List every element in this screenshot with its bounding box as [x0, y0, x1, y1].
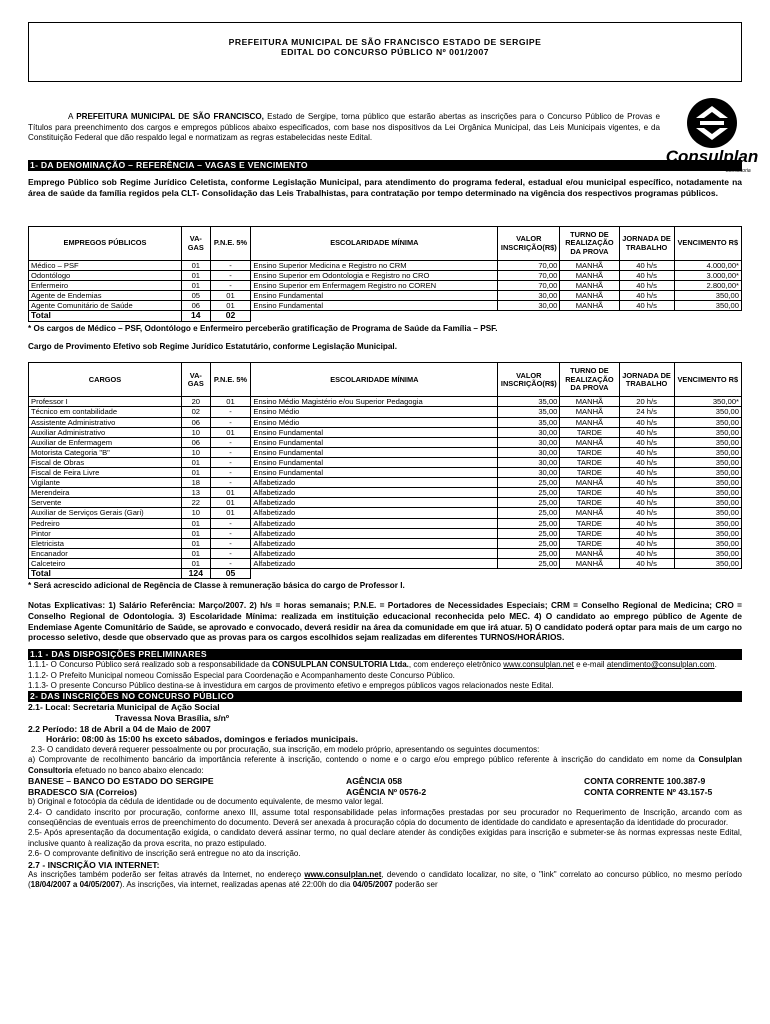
emprego-cell: 350,00	[674, 301, 741, 311]
emprego-cell: 01	[182, 281, 211, 291]
table-spacer	[251, 568, 742, 578]
cargo-cell: -	[210, 558, 251, 568]
cargo-cell: MANHÃ	[560, 437, 619, 447]
cargo-cell: Ensino Médio Magistério e/ou Superior Pedagogia	[251, 397, 498, 407]
cargo-cell: 40 h/s	[619, 518, 674, 528]
cargo-cell: 01	[182, 538, 211, 548]
cargo-cell: TARDE	[560, 518, 619, 528]
cargo-cell: 40 h/s	[619, 437, 674, 447]
header-cell: VENCIMENTO R$	[674, 227, 741, 261]
cargo-row	[29, 518, 742, 528]
section-1-title: 1- DA DENOMINAÇÃO – REFERÊNCIA – VAGAS E VENCIMENTO	[28, 160, 742, 171]
header-line-1: PREFEITURA MUNICIPAL DE SÃO FRANCISCO ESTADO DE SERGIPE	[228, 37, 542, 47]
cargo-cell: 40 h/s	[619, 538, 674, 548]
inscricao-2-6: 2.6- O comprovante definitivo de inscrição será entregue no ato da inscrição.	[28, 849, 301, 859]
cargo-cell: 10	[182, 427, 211, 437]
inscricao-2-7	[28, 870, 742, 891]
cargo-cell: 20 h/s	[619, 397, 674, 407]
cargo-cell: -	[210, 417, 251, 427]
header-cell: VALOR INSCRIÇÃO(R$)	[498, 227, 560, 261]
cargo-row	[29, 558, 742, 568]
emprego-cell: 30,00	[498, 291, 560, 301]
note-professor: * Será acrescido adicional de Regência de Classe à remuneração básica do cargo de Professor I.	[28, 581, 405, 591]
header-cell: VA-GAS	[182, 227, 211, 261]
cargo-row	[29, 407, 742, 417]
cargo-cell: -	[210, 457, 251, 467]
cargo-cell: 01	[182, 518, 211, 528]
cargo-cell: 40 h/s	[619, 558, 674, 568]
emprego-total-cell: 14	[182, 311, 211, 321]
table-spacer	[251, 311, 742, 321]
section-1-1-title: 1.1 - DAS DISPOSIÇÕES PRELIMINARES	[28, 649, 742, 660]
cargo-cell: -	[210, 518, 251, 528]
cargo-cell: Ensino Fundamental	[251, 468, 498, 478]
cargo-cell: 30,00	[498, 427, 560, 437]
cargo-cell: 350,00	[674, 407, 741, 417]
header-line-2: EDITAL DO CONCURSO PÚBLICO Nº 001/2007	[280, 47, 490, 58]
header-cell: VALOR INSCRIÇÃO(R$)	[498, 363, 560, 397]
provimento-label: Cargo de Provimento Efetivo sob Regime Jurídico Estatutário, conforme Legislação Municipal.	[28, 341, 397, 351]
cargo-cell: Ensino Fundamental	[251, 447, 498, 457]
emprego-cell: MANHÃ	[560, 301, 619, 311]
cargo-cell: 25,00	[498, 478, 560, 488]
cargo-cell: Calceteiro	[29, 558, 182, 568]
inscricao-2-5: 2.5- Após apresentação da documentação exigida, o candidato deverá assinar termo, no qual declare atender às condições exigidas para inscrição e submeter-se às normas expressas neste Edital, inclusive quanto à realização da prova escrita, no prazo estipulado.	[28, 828, 742, 848]
cargo-row	[29, 508, 742, 518]
header-cell: TURNO DE REALIZAÇÃO DA PROVA	[560, 227, 619, 261]
cargo-cell: Alfabetizado	[251, 478, 498, 488]
cargo-cell: 10	[182, 508, 211, 518]
cargo-cell: MANHÃ	[560, 417, 619, 427]
inscricao-2-3: 2.3- O candidato deverá requerer pessoalmente ou por procuração, sua inscrição, em modelo próprio, apresentando os seguintes documentos:	[31, 744, 540, 754]
emprego-cell: Odontólogo	[29, 271, 182, 281]
horario-line: Horário: 08:00 às 15:00 hs exceto sábados, domingos e feriados municipais.	[46, 734, 358, 745]
cargo-row	[29, 437, 742, 447]
cargo-cell: 01	[182, 468, 211, 478]
emprego-cell: 4.000,00*	[674, 261, 741, 271]
cargo-cell: MANHÃ	[560, 397, 619, 407]
cargo-cell: Pedreiro	[29, 518, 182, 528]
cargo-cell: Alfabetizado	[251, 498, 498, 508]
cargo-cell: 35,00	[498, 417, 560, 427]
local-value-1: Secretaria Municipal de Ação Social	[72, 702, 220, 713]
cargo-cell: Alfabetizado	[251, 538, 498, 548]
cargo-row	[29, 538, 742, 548]
empregos-body	[29, 261, 742, 322]
cargo-cell: 350,00	[674, 548, 741, 558]
cargo-row	[29, 488, 742, 498]
emprego-cell: 30,00	[498, 301, 560, 311]
emprego-cell: 05	[182, 291, 211, 301]
header-cell: ESCOLARIDADE MÍNIMA	[251, 227, 498, 261]
emprego-total-cell: Total	[29, 311, 182, 321]
emprego-cell: Ensino Superior em Odontologia e Registro no CRO	[251, 271, 498, 281]
cargo-cell: TARDE	[560, 488, 619, 498]
cargo-cell: 35,00	[498, 397, 560, 407]
cargos-header-row	[29, 363, 742, 397]
cargo-cell: -	[210, 538, 251, 548]
emprego-cell: 3.000,00*	[674, 271, 741, 281]
cargo-cell: 01	[182, 457, 211, 467]
cargo-cell: Ensino Médio	[251, 417, 498, 427]
cargo-cell: TARDE	[560, 457, 619, 467]
cargo-cell: 01	[182, 528, 211, 538]
consulplan-site-link-2[interactable]: www.consulplan.net	[304, 870, 382, 880]
cargo-cell: 350,00	[674, 468, 741, 478]
bank-account: CONTA CORRENTE Nº 43.157-5	[584, 786, 713, 797]
cargo-cell: 01	[182, 558, 211, 568]
cargo-cell: Merendeira	[29, 488, 182, 498]
emprego-cell: 01	[182, 271, 211, 281]
cargo-row	[29, 427, 742, 437]
cargo-cell: Vigilante	[29, 478, 182, 488]
emprego-row	[29, 261, 742, 271]
intro-prefix: A	[68, 112, 77, 121]
emprego-cell: MANHÃ	[560, 291, 619, 301]
inscricao-text: ). As inscrições, via internet, realizadas apenas até 22:00h do dia	[119, 880, 353, 890]
cargo-cell: 01	[210, 498, 251, 508]
cargo-cell: Encanador	[29, 548, 182, 558]
section-2-title: 2- DAS INSCRIÇÕES NO CONCURSO PÚBLICO	[28, 691, 742, 702]
cargo-cell: -	[210, 407, 251, 417]
cargo-total-cell: 124	[182, 568, 211, 578]
cargo-cell: Alfabetizado	[251, 558, 498, 568]
consulplan-email-link[interactable]: atendimento@consulplan.com	[606, 659, 715, 669]
local-line	[28, 702, 742, 713]
bank-name: BANESE – BANCO DO ESTADO DO SERGIPE	[28, 776, 214, 787]
consulplan-site-link[interactable]: www.consulplan.net	[503, 659, 574, 669]
disp-text: .	[714, 659, 717, 669]
cargo-cell: 40 h/s	[619, 498, 674, 508]
disp-text: e e-mail	[573, 659, 607, 669]
cargo-cell: Ensino Fundamental	[251, 457, 498, 467]
cargo-cell: 30,00	[498, 457, 560, 467]
emprego-cell: Ensino Superior em Enfermagem Registro no COREN	[251, 281, 498, 291]
disp-1-1-1	[28, 660, 742, 671]
logo-name: Consulplan	[666, 147, 758, 166]
cargo-cell: 18	[182, 478, 211, 488]
emprego-cell: -	[210, 281, 251, 291]
cargos-body	[29, 397, 742, 579]
emprego-cell: 40 h/s	[619, 261, 674, 271]
bank-account: CONTA CORRENTE 100.387-9	[584, 776, 706, 787]
cargo-cell: Técnico em contabilidade	[29, 407, 182, 417]
cargo-cell: 350,00	[674, 478, 741, 488]
bank-name: BRADESCO S/A (Correios)	[28, 786, 138, 797]
intro-paragraph	[28, 112, 660, 144]
cargo-cell: 25,00	[498, 558, 560, 568]
cargo-cell: 350,00	[674, 457, 741, 467]
cargo-cell: 40 h/s	[619, 447, 674, 457]
inscricao-text: a) Comprovante de recolhimento bancário da importância referente à inscrição, contendo o nome e o cargo e/ou emprego público referente à inscrição do candidato em nome da	[28, 755, 699, 765]
emprego-cell: 350,00	[674, 291, 741, 301]
cargo-cell: -	[210, 437, 251, 447]
cargo-cell: -	[210, 468, 251, 478]
cargo-cell: 350,00	[674, 528, 741, 538]
edital-header-box	[28, 22, 742, 82]
header-cell: P.N.E. 5%	[210, 227, 251, 261]
disp-1-1-3: 1.1.3- O presente Concurso Público destina-se à investidura em cargos de provimento efetivo e empregos públicos vagos relacionados neste Edital.	[28, 681, 554, 691]
emprego-cell: 2.800,00*	[674, 281, 741, 291]
cargo-cell: Alfabetizado	[251, 528, 498, 538]
cargo-cell: Fiscal de Feira Livre	[29, 468, 182, 478]
emprego-cell: MANHÃ	[560, 281, 619, 291]
cargo-row	[29, 478, 742, 488]
cargo-cell: MANHÃ	[560, 548, 619, 558]
cargo-cell: 30,00	[498, 447, 560, 457]
cargo-cell: 25,00	[498, 548, 560, 558]
cargo-total-cell: Total	[29, 568, 182, 578]
cargo-row	[29, 528, 742, 538]
bank-agency: AGÊNCIA 058	[346, 776, 403, 787]
cargo-cell: Alfabetizado	[251, 548, 498, 558]
cargo-cell: Assistente Administrativo	[29, 417, 182, 427]
emprego-cell: 40 h/s	[619, 281, 674, 291]
inscricao-period: 18/04/2007 a 04/05/2007	[30, 880, 120, 890]
emprego-cell: 40 h/s	[619, 291, 674, 301]
disp-text: , com endereço eletrônico	[408, 659, 504, 669]
cargo-cell: TARDE	[560, 447, 619, 457]
intro-bold: PREFEITURA MUNICIPAL DE SÃO FRANCISCO,	[76, 112, 264, 121]
inscricao-2-3-a	[28, 755, 742, 776]
bank-banese-row	[28, 776, 742, 787]
cargo-total-cell: 05	[210, 568, 251, 578]
header-cell: CARGOS	[29, 363, 182, 397]
cargo-cell: 40 h/s	[619, 457, 674, 467]
cargo-cell: Eletricista	[29, 538, 182, 548]
emprego-cell: Ensino Fundamental	[251, 301, 498, 311]
cargo-cell: 350,00	[674, 488, 741, 498]
cargo-cell: 350,00	[674, 427, 741, 437]
cargo-cell: Ensino Fundamental	[251, 427, 498, 437]
inscricao-deadline: 04/05/2007	[352, 880, 393, 890]
cargo-cell: 35,00	[498, 407, 560, 417]
inscricao-text: poderão ser	[392, 880, 438, 890]
cargo-cell: Auxiliar de Serviços Gerais (Gari)	[29, 508, 182, 518]
cargo-cell: 40 h/s	[619, 528, 674, 538]
cargo-cell: 30,00	[498, 468, 560, 478]
consulplan-consultoria: Consulplan Consultoria	[28, 755, 742, 775]
cargo-cell: MANHÃ	[560, 558, 619, 568]
cargo-cell: Alfabetizado	[251, 508, 498, 518]
cargo-cell: 40 h/s	[619, 548, 674, 558]
cargo-cell: TARDE	[560, 538, 619, 548]
cargo-cell: Auxiliar de Enfermagem	[29, 437, 182, 447]
consulplan-name: CONSULPLAN CONSULTORIA Ltda.	[272, 659, 409, 669]
emprego-cell: 01	[210, 301, 251, 311]
bank-bradesco-row	[28, 787, 742, 798]
cargo-cell: Ensino Fundamental	[251, 437, 498, 447]
cargo-row	[29, 397, 742, 407]
emprego-cell: 70,00	[498, 281, 560, 291]
empregos-table	[28, 226, 742, 322]
cargo-cell: 01	[182, 548, 211, 558]
cargo-cell: 25,00	[498, 508, 560, 518]
inscricao-2-7-title: 2.7 - INSCRIÇÃO VIA INTERNET:	[28, 859, 160, 870]
notas-explicativas: Notas Explicativas: 1) Salário Referência: Março/2007. 2) h/s = horas semanais; P.N.E. = Portadores de Necessidades Especiais; CRM = Conselho Regional de Medicina; CRO = Conselho Regional de Odontologia. 3) Escolaridade Mínima: realizada em instituição educacional reconhecida pelo MEC. 4) O candidato ao emprego público de Agente de Endemiase Agente Comunitário de Saúde, se aprovado e convocado, deverá residir na área da comunidade em que irá atuar. 5) O candidato poderá optar para mais de um cargo no processo seletivo, desde que observado que as provas para os cargos escolhidos sejam realizadas em diferentes TURNOS/HORÁRIOS.	[28, 600, 742, 643]
cargo-cell: 40 h/s	[619, 508, 674, 518]
local-label: 2.1- Local:	[28, 702, 71, 713]
cargo-cell: 25,00	[498, 538, 560, 548]
cargo-cell: Alfabetizado	[251, 488, 498, 498]
emprego-cell: 06	[182, 301, 211, 311]
emprego-cell: 40 h/s	[619, 301, 674, 311]
emprego-row	[29, 301, 742, 311]
cargo-cell: 40 h/s	[619, 417, 674, 427]
cargo-cell: 25,00	[498, 528, 560, 538]
cargo-cell: 350,00	[674, 498, 741, 508]
inscricao-text: As inscrições também poderão ser feitas através da Internet, no endereço	[28, 870, 305, 880]
cargo-row	[29, 417, 742, 427]
emprego-cell: Enfermeiro	[29, 281, 182, 291]
cargo-cell: 13	[182, 488, 211, 498]
emprego-cell: -	[210, 271, 251, 281]
emprego-row	[29, 291, 742, 301]
emprego-cell: 40 h/s	[619, 271, 674, 281]
cargo-cell: 25,00	[498, 498, 560, 508]
section-1-paragraph: Emprego Público sob Regime Jurídico Celetista, conforme Legislação Municipal, para atendimento do programa federal, estadual e/ou municipal específico, notadamente na área de saúde da família regidos pela CLT- Consolidação das Leis Trabalhistas, para contratação por tempo determinado na vigência dos respectivos programas públicos.	[28, 177, 742, 198]
note-psf: * Os cargos de Médico – PSF, Odontólogo e Enfermeiro perceberão gratificação de Programa de Saúde da Família – PSF.	[28, 323, 498, 333]
cargo-cell: 22	[182, 498, 211, 508]
cargo-cell: Motorista Categoria "B"	[29, 447, 182, 457]
cargo-cell: 01	[210, 488, 251, 498]
cargo-cell: 40 h/s	[619, 427, 674, 437]
cargo-cell: MANHÃ	[560, 407, 619, 417]
header-cell: TURNO DE REALIZAÇÃO DA PROVA	[560, 363, 619, 397]
cargo-cell: 350,00	[674, 447, 741, 457]
cargo-cell: Pintor	[29, 528, 182, 538]
cargo-cell: -	[210, 447, 251, 457]
cargo-cell: MANHÃ	[560, 478, 619, 488]
cargo-cell: 06	[182, 417, 211, 427]
header-cell: VENCIMENTO R$	[674, 363, 741, 397]
cargo-cell: 25,00	[498, 488, 560, 498]
emprego-cell: Ensino Fundamental	[251, 291, 498, 301]
cargo-cell: 40 h/s	[619, 478, 674, 488]
cargo-cell: 350,00	[674, 518, 741, 528]
cargo-cell: 24 h/s	[619, 407, 674, 417]
cargo-cell: 350,00*	[674, 397, 741, 407]
emprego-cell: MANHÃ	[560, 271, 619, 281]
inscricao-2-3-b: b) Original e fotocópia da cédula de identidade ou de documento equivalente, de mesmo valor legal.	[28, 797, 384, 807]
cargo-cell: TARDE	[560, 528, 619, 538]
bank-agency: AGÊNCIA Nº 0576-2	[346, 786, 427, 797]
local-value-2: Travessa Nova Brasília, s/nº	[115, 713, 229, 724]
cargo-cell: Ensino Médio	[251, 407, 498, 417]
cargo-row	[29, 457, 742, 467]
cargo-cell: -	[210, 548, 251, 558]
inscricao-2-4: 2.4- O candidato inscrito por procuração, conforme anexo III, assume total responsabilidade pelas informações prestadas por seu procurador no Requerimento de Inscrição, arcando com as conseqüências de eventuais erros de preenchimento do documento. Deverá ser anexada à procuração cópia do documento de identidade do candidato e apresentação da identidade do procurador.	[28, 807, 742, 828]
periodo-line: 2.2 Período: 18 de Abril a 04 de Maio de 2007	[28, 723, 211, 734]
cargo-cell: 06	[182, 437, 211, 447]
emprego-cell: 70,00	[498, 271, 560, 281]
header-cell: P.N.E. 5%	[210, 363, 251, 397]
cargo-row	[29, 548, 742, 558]
cargo-cell: 40 h/s	[619, 468, 674, 478]
cargo-cell: TARDE	[560, 498, 619, 508]
cargo-cell: 01	[210, 427, 251, 437]
cargo-total-row	[29, 568, 742, 578]
cargo-cell: Professor I	[29, 397, 182, 407]
cargo-cell: 350,00	[674, 437, 741, 447]
cargo-cell: 350,00	[674, 508, 741, 518]
emprego-cell: 70,00	[498, 261, 560, 271]
logo-sub: Consultoria	[725, 168, 751, 174]
inscricao-text: efetuado no banco abaixo elencado:	[72, 765, 204, 775]
emprego-cell: Médico – PSF	[29, 261, 182, 271]
emprego-cell: Agente de Endemias	[29, 291, 182, 301]
cargo-cell: 30,00	[498, 437, 560, 447]
cargo-cell: TARDE	[560, 427, 619, 437]
header-cell: EMPREGOS PÚBLICOS	[29, 227, 182, 261]
consulplan-logo-icon	[666, 96, 758, 176]
emprego-total-row	[29, 311, 742, 321]
cargo-cell: -	[210, 478, 251, 488]
cargo-cell: Fiscal de Obras	[29, 457, 182, 467]
emprego-row	[29, 281, 742, 291]
document-page	[28, 22, 758, 891]
emprego-total-cell: 02	[210, 311, 251, 321]
disp-1-1-2: 1.1.2- O Prefeito Municipal nomeou Comissão Especial para Coordenação e Acompanhamento deste Concurso Público.	[28, 670, 455, 680]
cargo-cell: 02	[182, 407, 211, 417]
inscricao-text: , devendo o candidato localizar, no site, o "link" correlato ao concurso público, no mesmo período (	[28, 870, 742, 890]
emprego-row	[29, 271, 742, 281]
cargo-cell: Alfabetizado	[251, 518, 498, 528]
cargo-cell: Auxiliar Administrativo	[29, 427, 182, 437]
cargo-cell: 40 h/s	[619, 488, 674, 498]
cargo-cell: TARDE	[560, 468, 619, 478]
cargo-cell: 350,00	[674, 558, 741, 568]
cargo-row	[29, 468, 742, 478]
emprego-cell: 01	[210, 291, 251, 301]
header-cell: ESCOLARIDADE MÍNIMA	[251, 363, 498, 397]
cargo-cell: -	[210, 528, 251, 538]
emprego-cell: 01	[182, 261, 211, 271]
cargo-cell: 25,00	[498, 518, 560, 528]
header-cell: JORNADA DE TRABALHO	[619, 363, 674, 397]
disp-text: 1.1.1- O Concurso Público será realizado sob a responsabilidade da	[28, 659, 273, 669]
cargo-cell: 10	[182, 447, 211, 457]
cargo-cell: 350,00	[674, 417, 741, 427]
header-cell: VA-GAS	[182, 363, 211, 397]
cargo-cell: 01	[210, 508, 251, 518]
intro-rest: Estado de Sergipe, torna público que estarão abertas as inscrições para o Concurso Público de Provas e Títulos para preenchimento dos cargos e empregos públicos abaixo especificados, com base nos dispositivos da Lei Orgânica Municipal, das Leis Municipais vigentes, e da Constituição Federal que dão respaldo legal e normatizam as regras estabelecidas neste Edital.	[28, 112, 661, 143]
cargo-row	[29, 447, 742, 457]
cargo-cell: 01	[210, 397, 251, 407]
cargo-cell: MANHÃ	[560, 508, 619, 518]
cargo-cell: 20	[182, 397, 211, 407]
cargos-table	[28, 362, 742, 579]
header-cell: JORNADA DE TRABALHO	[619, 227, 674, 261]
emprego-cell: Agente Comunitário de Saúde	[29, 301, 182, 311]
emprego-cell: MANHÃ	[560, 261, 619, 271]
cargo-row	[29, 498, 742, 508]
emprego-cell: -	[210, 261, 251, 271]
empregos-header-row	[29, 227, 742, 261]
cargo-cell: Servente	[29, 498, 182, 508]
cargo-cell: 350,00	[674, 538, 741, 548]
emprego-cell: Ensino Superior Medicina e Registro no CRM	[251, 261, 498, 271]
